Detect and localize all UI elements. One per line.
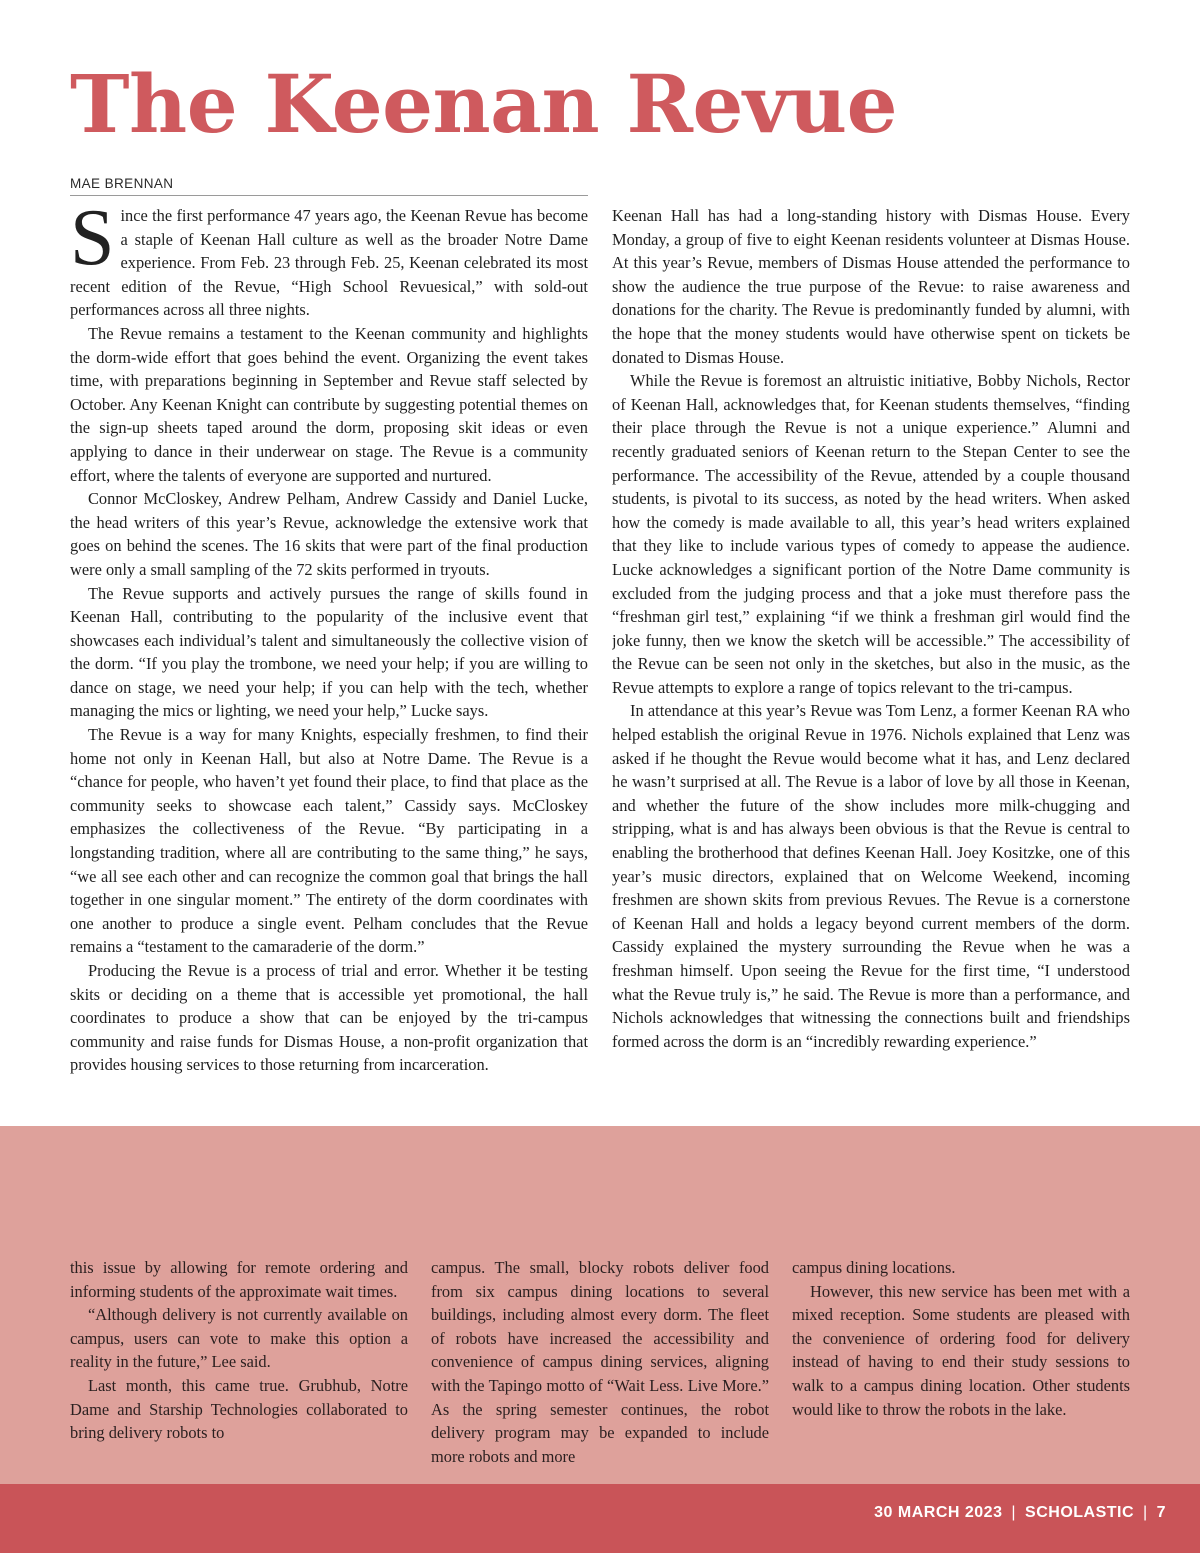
article-column-right [612, 204, 1130, 1104]
page-number: 7 [1156, 1504, 1166, 1521]
article-paragraph: Producing the Revue is a process of trial and error. Whether it be testing skits or deciding on a theme that is accessible yet promotional, the hall coordinates to produce a show that can be enjoyed by the tri-campus community and raise funds for Dismas House, a non-profit organization that provides housing services to those returning from incarceration. [70, 961, 588, 1075]
footer-separator: | [1142, 1504, 1148, 1521]
article-paragraph: Since the first performance 47 years ago, the Keenan Revue has become a staple of Keenan Hall culture as well as the broader Notre Dame experience. From Feb. 23 through Feb. 25, Keenan celebrated its most recent edition of the Revue, “High School Revuesical,” with sold-out performances across all three nights. [70, 204, 588, 320]
lower-paragraph: However, this new service has been met with a mixed reception. Some students are pleased with the convenience of ordering food for delivery instead of having to end their study sessions to walk to a campus dining location. Other students would like to throw the robots in the lake. [792, 1281, 1130, 1419]
lower-paragraph: this issue by allowing for remote ordering and informing students of the approximate wait times. [70, 1258, 408, 1301]
byline: MAE BRENNAN [70, 176, 588, 196]
article-column-left [70, 204, 588, 1104]
article-paragraph: The Revue remains a testament to the Keenan community and highlights the dorm-wide effort that goes behind the event. Organizing the event takes time, with preparations beginning in September and Revue staff selected by October. Any Keenan Knight can contribute by suggesting potential themes on the sign-up sheets taped around the dorm, proposing skit ideas or even applying to dance in their underwear on stage. The Revue is a community effort, where the talents of everyone are supported and nurtured. [70, 323, 588, 485]
article-paragraph: The Revue supports and actively pursues the range of skills found in Keenan Hall, contributing to the popularity of the inclusive event that showcases each individual’s talent and simultaneously the collective vision of the dorm. “If you play the trombone, we need your help; if you are willing to dance on stage, we need your help; if you can help with the tech, whether managing the mics or lighting, we need your help,” Lucke says. [70, 583, 588, 721]
lower-paragraph: campus. The small, blocky robots deliver food from six campus dining locations to several buildings, including almost every dorm. The fleet of robots have increased the accessibility and convenience of campus dining services, aligning with the Tapingo motto of “Wait Less. Live More.” As the spring semester continues, the robot delivery program may be expanded to include more robots and more [431, 1258, 769, 1466]
drop-cap: S [70, 204, 115, 282]
article-paragraph: Keenan Hall has had a long-standing history with Dismas House. Every Monday, a group of five to eight Keenan residents volunteer at Dismas House. At this year’s Revue, members of Dismas House attended the performance to show the audience the true purpose of the Revue: to raise awareness and donations for the charity. The Revue is predominantly funded by alumni, with the hope that the money students would have otherwise spent on tickets be donated to Dismas House. [612, 206, 1130, 367]
lower-paragraph: “Although delivery is not currently available on campus, users can vote to make this option a reality in the future,” Lee said. [70, 1305, 408, 1372]
footer-separator: | [1011, 1504, 1017, 1521]
lower-column-2 [431, 1256, 769, 1476]
issue-date: 30 MARCH 2023 [874, 1504, 1003, 1521]
article-paragraph: The Revue is a way for many Knights, especially freshmen, to find their home not only in Keenan Hall, but also at Notre Dame. The Revue is a “chance for people, who haven’t yet found their place, to find that place as the community seeks to showcase each talent,” Cassidy says. McCloskey emphasizes the collectiveness of the Revue. “By participating in a longstanding tradition, where all are contributing to the same thing,” he says, “we all see each other and can recognize the common goal that brings the hall together in one singular moment.” The entirety of the dorm coordinates with one another to produce a single event. Pelham concludes that the Revue remains a “testament to the camaraderie of the dorm.” [70, 725, 588, 957]
lower-column-3 [792, 1256, 1130, 1476]
lower-paragraph: Last month, this came true. Grubhub, Notre Dame and Starship Technologies collaborated to bring delivery robots to [70, 1375, 408, 1443]
publication-name: SCHOLASTIC [1025, 1504, 1135, 1521]
page-footer [0, 1484, 1200, 1553]
lower-column-1 [70, 1256, 408, 1476]
article-paragraph: In attendance at this year’s Revue was Tom Lenz, a former Keenan RA who helped establish the original Revue in 1976. Nichols explained that Lenz was asked if he thought the Revue would become what it has, and Lenz declared he wasn’t surprised at all. The Revue is a labor of love by all those in Keenan, and whether the future of the show includes more milk-chugging and stripping, what is and has always been obvious is that the Revue is central to enabling the brotherhood that defines Keenan Hall. Joey Kositzke, one of this year’s music directors, explained that on Welcome Weekend, incoming freshmen are shown skits from previous Revues. The Revue is a cornerstone of Keenan Hall and holds a legacy beyond current members of the dorm. Cassidy explained the mystery surrounding the Revue when he was a freshman himself. Upon seeing the Revue for the first time, “I understood what the Revue truly is,” he said. The Revue is more than a performance, and Nichols acknowledges that witnessing the connections built and friendships formed across the dorm is an “incredibly rewarding experience.” [612, 701, 1130, 1051]
article-paragraph: While the Revue is foremost an altruistic initiative, Bobby Nichols, Rector of Keenan Hall, acknowledges that, for Keenan students themselves, “finding their place through the Revue is not a unique experience.” Alumni and recently graduated seniors of Keenan return to the Stepan Center to see the performance. The accessibility of the Revue, attended by a couple thousand students, is pivotal to its success, as noted by the head writers. When asked how the comedy is made available to all, this year’s head writers explained that they like to include various types of comedy to appease the audience. Lucke acknowledges a significant portion of the Notre Dame community is excluded from the judging process and that a joke must therefore pass the “freshman girl test,” explaining “if we think a freshman girl would find the joke funny, then we know the sketch will be accessible.” The accessibility of the Revue can be seen not only in the sketches, but also in the music, as the Revue attempts to explore a range of topics relevant to the tri-campus. [612, 371, 1130, 697]
lower-paragraph: campus dining locations. [792, 1258, 956, 1277]
footer-text [874, 1504, 1166, 1522]
article-title: The Keenan Revue [70, 57, 897, 151]
article-paragraph: Connor McCloskey, Andrew Pelham, Andrew Cassidy and Daniel Lucke, the head writers of this year’s Revue, acknowledge the extensive work that goes on behind the scenes. The 16 skits that were part of the final production were only a small sampling of the 72 skits performed in tryouts. [70, 489, 588, 579]
